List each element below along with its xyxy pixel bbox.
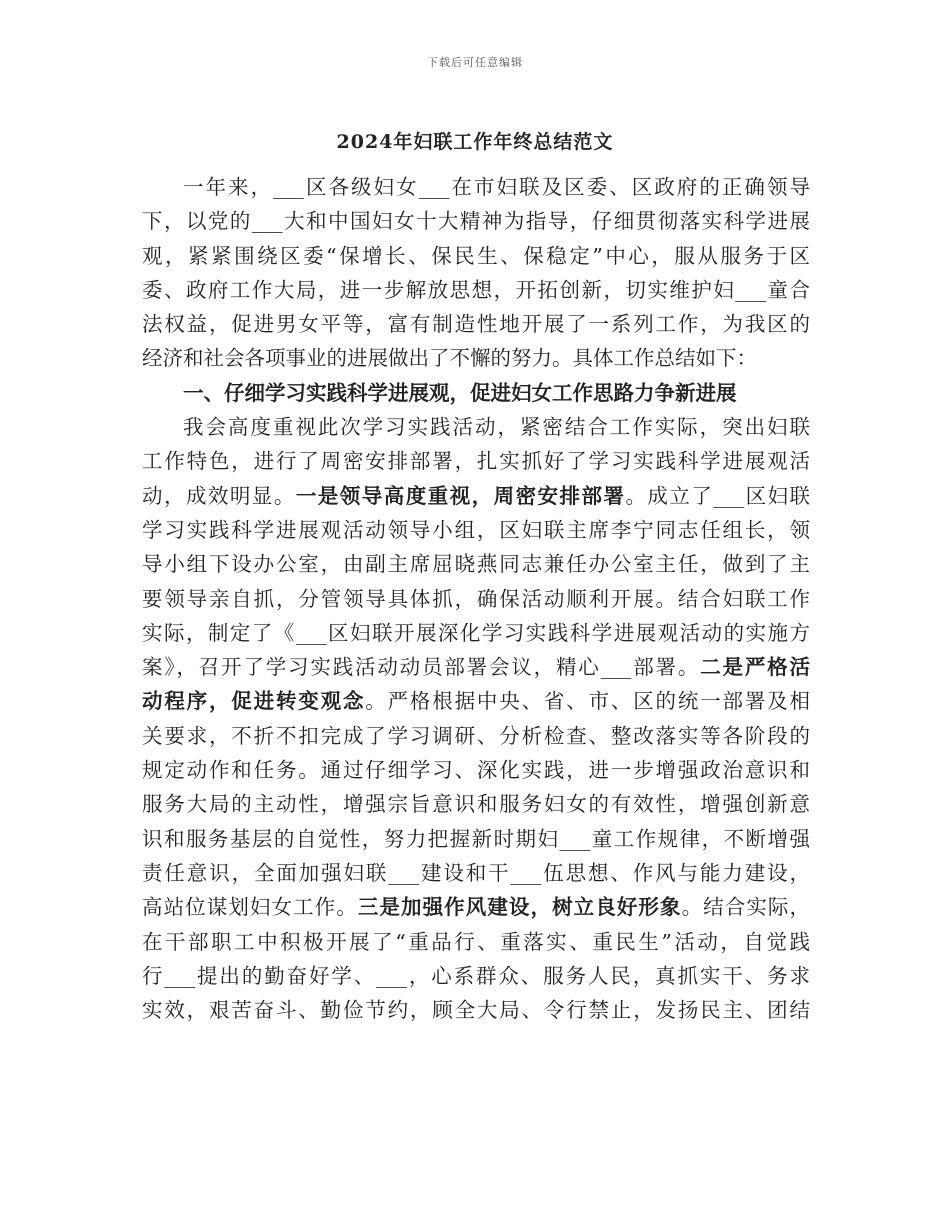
section-heading: 一、仔细学习实践科学进展观，促进妇女工作思路力争新进展 xyxy=(183,380,737,405)
paragraph-line: 一年来，___区各级妇女___在市妇联及区委、区政府的正确领导 xyxy=(183,175,810,199)
paragraph-line: 工作特色，进行了周密安排部署，扎实抓好了学习实践科学进展观活 xyxy=(142,449,810,474)
paragraph-line: 观，紧紧围绕区委“保增长、保民生、保稳定”中心，服从服务于区 xyxy=(142,243,810,268)
paragraph-line: 在干部职工中积极开展了“重品行、重落实、重民生”活动，自觉践 xyxy=(142,929,810,954)
paragraph-line xyxy=(142,684,810,718)
paragraph-line: 规定动作和任务。通过仔细学习、深化实践，进一步增强政治意识和 xyxy=(142,758,810,783)
paragraph-line: 我会高度重视此次学习实践活动，紧密结合工作实际，突出妇联 xyxy=(183,415,810,440)
page-header-note: 下载后可任意编辑 xyxy=(427,56,523,69)
paragraph-line: 服务大局的主动性，增强宗旨意识和服务妇女的有效性，增强创新意 xyxy=(142,792,810,817)
paragraph-line: 委、政府工作大局，进一步解放思想，开拓创新，切实维护妇___童合 xyxy=(142,277,810,302)
paragraph-line: 责任意识，全面加强妇联___建设和干___伍思想、作风与能力建设， xyxy=(142,860,810,885)
document-title: 2024年妇联工作年终总结范文 xyxy=(336,131,614,153)
line-text: 。成立了___区妇联 xyxy=(625,483,811,508)
paragraph-line: 法权益，促进男女平等，富有制造性地开展了一系列工作，为我区的 xyxy=(142,312,810,337)
paragraph-line: 导小组下设办公室，由副主席屈晓燕同志兼任办公室主任，做到了主 xyxy=(142,552,810,577)
line-text: 。严格根据中央、省、市、区的统一部署及相 xyxy=(365,689,811,714)
paragraph-line: 实际，制定了《___区妇联开展深化学习实践科学进展观活动的实施方 xyxy=(142,620,810,645)
paragraph-line xyxy=(142,650,810,684)
line-text: 案》，召开了学习实践活动动员部署会议，精心___部署。 xyxy=(142,655,701,680)
document-body xyxy=(142,170,810,1027)
paragraph-line: 关要求，不折不扣完成了学习调研、分析检查、整改落实等各阶段的 xyxy=(142,723,810,748)
paragraph-line: 实效，艰苦奋斗、勤俭节约，顾全大局、令行禁止，发扬民主、团结 xyxy=(142,998,810,1023)
bold-phrase: 动程序，促进转变观念 xyxy=(142,689,366,714)
paragraph-line: 要领导亲自抓，分管领导具体抓，确保活动顺利开展。结合妇联工作 xyxy=(142,586,810,611)
paragraph-line xyxy=(142,479,810,513)
paragraph-line: 识和服务基层的自觉性，努力把握新时期妇___童工作规律，不断增强 xyxy=(142,826,810,851)
paragraph-line xyxy=(142,890,810,924)
paragraph-line: 学习实践科学进展观活动领导小组，区妇联主席李宁同志任组长，领 xyxy=(142,517,810,542)
paragraph-line: 下，以党的___大和中国妇女十大精神为指导，仔细贯彻落实科学进展 xyxy=(142,209,810,234)
bold-phrase: 三是加强作风建设，树立良好形象 xyxy=(357,895,682,920)
bold-phrase: 二是严格活 xyxy=(700,655,811,680)
bold-phrase: 一是领导高度重视，周密安排部署 xyxy=(295,483,626,508)
paragraph-line: 经济和社会各项事业的进展做出了不懈的努力。具体工作总结如下： xyxy=(142,346,757,371)
line-text: 动，成效明显。 xyxy=(142,483,296,508)
paragraph-line: 行___提出的勤奋好学、___，心系群众、服务人民，真抓实干、务求 xyxy=(142,963,810,988)
line-text: 。结合实际， xyxy=(681,895,811,920)
line-text: 高站位谋划妇女工作。 xyxy=(142,895,358,920)
